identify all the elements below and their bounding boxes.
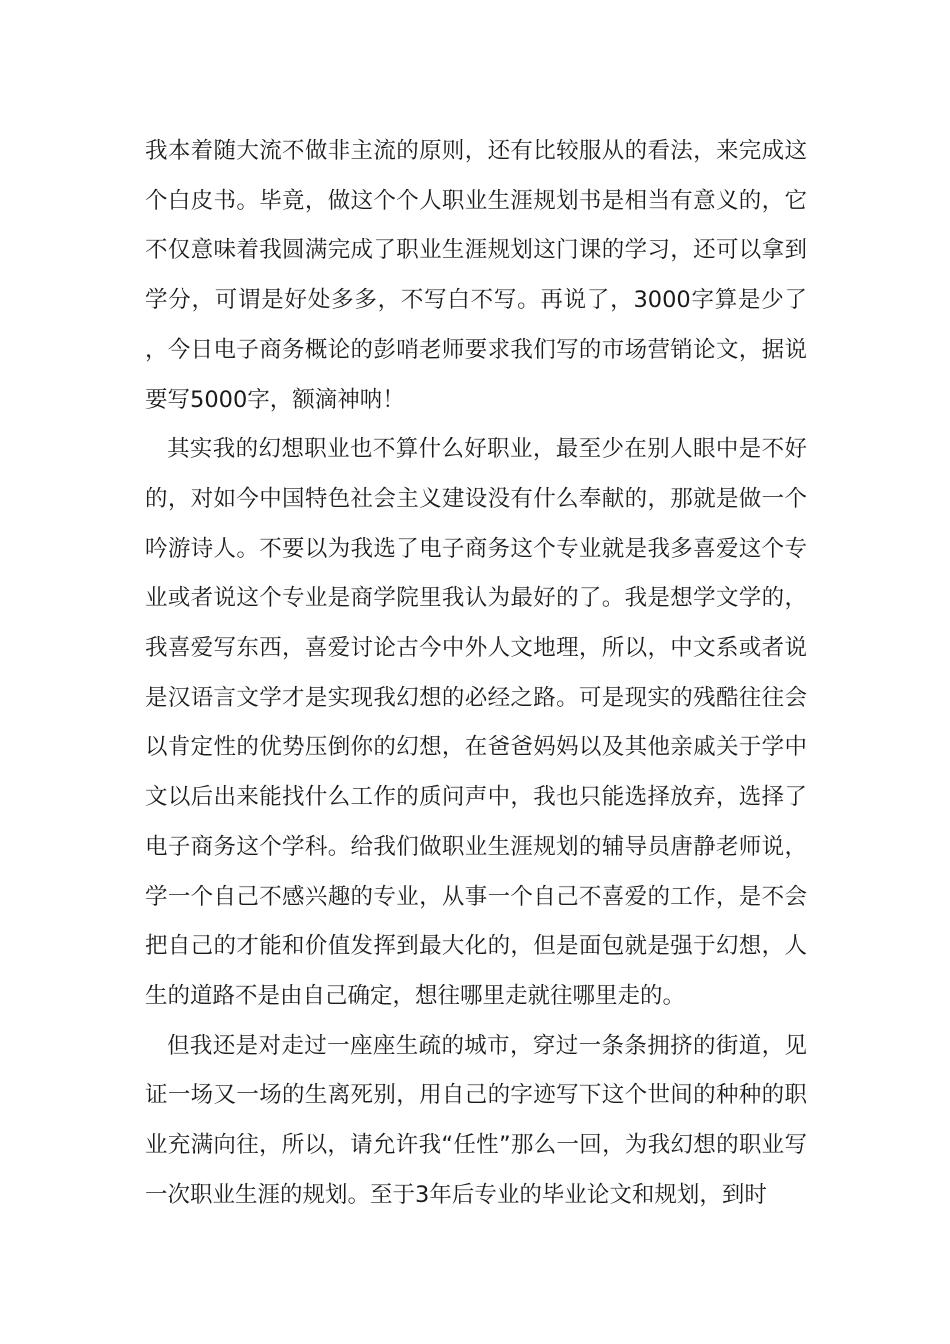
paragraph-1: 我本着随大流不做非主流的原则，还有比较服从的看法，来完成这个白皮书。毕竟，做这个个人职业生涯规划书是相当有意义的，它不仅意味着我圆满完成了职业生涯规划这门课的学习，还可以拿到学分，可谓是好处多多，不写白不写。再说了，3000字算是少了，今日电子商务概论的彭哨老师要求我们写的市场营销论文，据说要写5000字，额滴神呐！ <box>145 138 807 413</box>
paragraph-2: 其实我的幻想职业也不算什么好职业，最至少在别人眼中是不好的，对如今中国特色社会主义建设没有什么奉献的，那就是做一个吟游诗人。不要以为我选了电子商务这个专业就是我多喜爱这个专业或者说这个专业是商学院里我认为最好的了。我是想学文学的，我喜爱写东西，喜爱讨论古今中外人文地理，所以，中文系或者说是汉语言文学才是实现我幻想的必经之路。可是现实的残酷往往会以肯定性的优势压倒你的幻想，在爸爸妈妈以及其他亲戚关于学中文以后出来能找什么工作的质问声中，我也只能选择放弃，选择了电子商务这个学科。给我们做职业生涯规划的辅导员唐静老师说，学一个自己不感兴趣的专业，从事一个自己不喜爱的工作，是不会把自己的才能和价值发挥到最大化的，但是面包就是强于幻想，人生的道路不是由自己确定，想往哪里走就往哪里走的。 <box>145 436 807 1009</box>
body-text <box>145 127 807 1220</box>
paragraph-3: 但我还是对走过一座座生疏的城市，穿过一条条拥挤的街道，见证一场又一场的生离死别，用自己的字迹写下这个世间的种种的职业充满向往，所以，请允许我“任性”那么一回，为我幻想的职业写一次职业生涯的规划。至于3年后专业的毕业论文和规划，到时 <box>145 1032 807 1208</box>
